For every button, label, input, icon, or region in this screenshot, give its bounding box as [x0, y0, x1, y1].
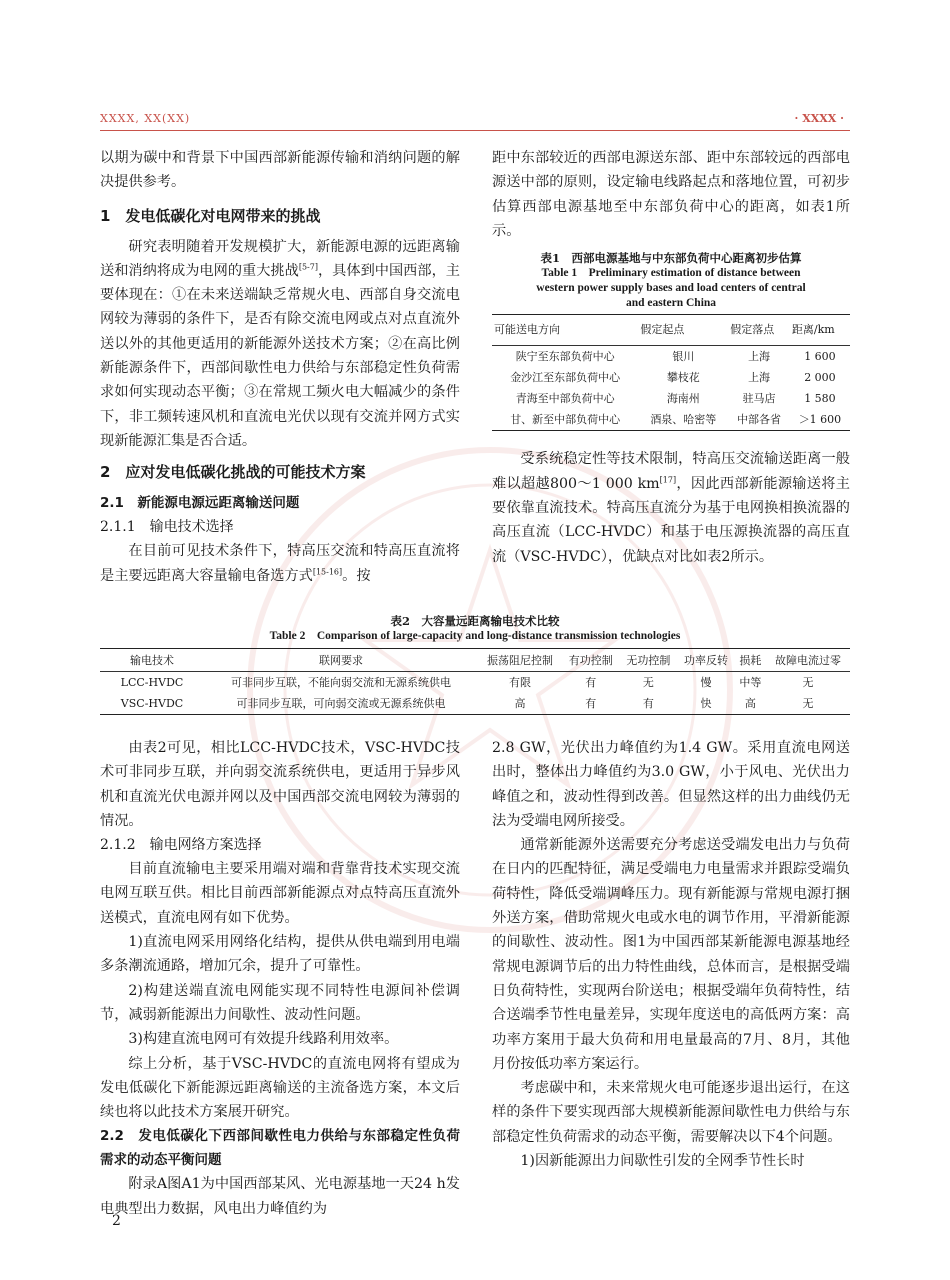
table-cell: 高	[514, 697, 526, 710]
section-2-1-title: 2.1 新能源电源远距离输送问题	[100, 495, 300, 512]
left-column-top	[100, 146, 460, 588]
table-cell: 金沙江至东部负荷中心	[510, 371, 621, 385]
section-1-title: 1 发电低碳化对电网带来的挑战	[100, 206, 321, 225]
paragraph: 2.8 GW，光伏出力峰值约为1.4 GW。采用直流电网送出时，整体出力峰值约为3.0 GW，小于风电、光伏出力峰值之和，波动性得到改善。但显然这样的出力曲线仍无法为受端电网所接受。	[492, 740, 850, 829]
list-item: 1)因新能源出力间歇性引发的全网季节性长时	[520, 1153, 805, 1170]
table-1-grid	[492, 314, 850, 431]
running-head: · XXXX ·	[794, 112, 844, 125]
section-2-1-2-title: 2.1.2 输电网络方案选择	[100, 837, 262, 854]
table-cell: 无	[802, 676, 814, 689]
paragraph: 综上分析，基于VSC-HVDC的直流电网将有望成为发电低碳化下新能源远距离输送的主流备选方案，本文后续也将以此技术方案展开研究。	[100, 1055, 460, 1121]
table-header-cell: 假定落点	[728, 315, 790, 346]
paragraph: 以期为碳中和背景下中国西部新能源传输和消纳问题的解决提供参考。	[100, 150, 460, 191]
header-rule	[100, 130, 850, 131]
table-2	[100, 614, 850, 715]
citation[interactable]: [15-16]	[312, 566, 343, 576]
table-cell: 2 000	[804, 371, 836, 385]
table-cell: 上海	[748, 350, 771, 364]
table-2-caption-en: Table 2 Comparison of large-capacity and long-distance transmission technologies	[269, 630, 681, 642]
table-row	[100, 672, 850, 694]
paragraph: 研究表明随着开发规模扩大，新能源电源的远距离输送和消纳将成为电网的重大挑战[5-7]，具体到中国西部，主要体现在：①在未来送端缺乏常规火电、西部自身交流电网较为薄弱的条件下，是否有除交流电网或点对点直流外送以外的其他更适用的新能源外送技术方案；②在高比例新能源条件下，西部间歇性电力供给与东部稳定性负荷需求如何实现动态平衡；③在常规工频火电大幅减少的条件下，非工频转速风机和直流电光伏以现有交流并网方式实现新能源汇集是否合适。	[100, 238, 460, 449]
table-row	[492, 367, 850, 388]
table-cell: 高	[744, 697, 756, 710]
paragraph: 由表2可见，相比LCC-HVDC技术，VSC-HVDC技术可非同步互联，并向弱交流系统供电，更适用于异步风机和直流光伏电源并网以及中国西部交流电网较为薄弱的情况。	[100, 740, 460, 829]
table-header-cell: 有功控制	[562, 649, 620, 672]
table-cell: 甘、新至中部负荷中心	[510, 413, 621, 427]
table-header-cell: 损耗	[735, 649, 766, 672]
section-2-2-title: 2.2 发电低碳化下西部间歇性电力供给与东部稳定性负荷需求的动态平衡问题	[100, 1128, 460, 1169]
table-header-cell: 无功控制	[620, 649, 678, 672]
table-cell: 快	[700, 697, 712, 710]
table-1-caption-en-line3: and eastern China	[625, 297, 717, 310]
table-header-cell: 可能送电方向	[492, 315, 638, 346]
table-header-cell: 距离/km	[790, 315, 850, 346]
paragraph: 考虑碳中和，未来常规火电可能逐步退出运行，在这样的条件下要实现西部大规模新能源间歇性电力供给与东部稳定性负荷需求的动态平衡，需要解决以下4个问题。	[492, 1080, 850, 1145]
right-column-top	[492, 146, 850, 569]
table-cell: 上海	[748, 371, 771, 385]
list-item: 3)构建直流电网可有效提升线路利用效率。	[128, 1031, 399, 1048]
journal-info: XXXX, XX(XX)	[100, 112, 191, 125]
citation[interactable]: [5-7]	[298, 262, 318, 272]
table-row	[492, 388, 850, 409]
table-cell: 中等	[739, 676, 762, 689]
table-1-caption-en-line1: Table 1 Preliminary estimation of distance between	[541, 267, 801, 280]
section-2-1-1-title: 2.1.1 输电技术选择	[100, 519, 234, 536]
table-row	[492, 346, 850, 368]
paragraph: 通常新能源外送需要充分考虑送受端发电出力与负荷在日内的匹配特征，满足受端电力电量需求并跟踪受端负荷特性，降低受端调峰压力。现有新能源与常规电源打捆外送方案，借助常规火电或水电的调节作用，平滑新能源的间歇性、波动性。图1为中国西部某新能源电源基地经常规电源调节后的出力特性曲线，总体而言，是根据受端日负荷特性，实现两台阶送电；根据受端年负荷特性，结合送端季节性电量差异，实现年度送电的高低两方案：高功率方案用于最大负荷和用电量最高的7月、8月，其他月份按低功率方案运行。	[492, 837, 850, 1072]
paragraph: 距中东部较近的西部电源送东部、距中东部较远的西部电源送中部的原则，设定输电线路起点和落地位置，可初步估算西部电源基地至中东部负荷中心的距离，如表1所示。	[492, 150, 850, 239]
table-header-cell: 输电技术	[100, 649, 204, 672]
table-row	[492, 409, 850, 431]
table-cell: 1 580	[804, 392, 836, 406]
table-cell: 中部各省	[737, 413, 782, 427]
table-cell: 慢	[700, 676, 712, 689]
table-cell: 海南州	[666, 392, 700, 406]
left-column-bottom	[100, 736, 460, 1221]
table-1	[492, 251, 850, 431]
citation[interactable]: [17]	[659, 475, 677, 485]
table-cell: 无	[802, 697, 814, 710]
table-cell: 无	[642, 676, 654, 689]
table-1-caption-cn: 表1 西部电源基地与中东部负荷中心距离初步估算	[540, 251, 802, 266]
paragraph: 受系统稳定性等技术限制，特高压交流输送距离一般难以超越800～1 000 km[17]，因此西部新能源输送将主要依靠直流技术。特高压直流分为基于电网换相换流器的高压直流（LCC-HVDC）和基于电压源换流器的高压直流（VSC-HVDC），优缺点对比如表2所示。	[492, 451, 850, 565]
paragraph: 在目前可见技术条件下，特高压交流和特高压直流将是主要远距离大容量输电备选方式[15-16]。按	[100, 543, 460, 584]
table-2-grid	[100, 648, 850, 715]
table-cell: ＞1 600	[798, 413, 842, 427]
table-cell: 1 600	[804, 350, 836, 364]
table-cell: 可非同步互联，不能向弱交流和无源系统供电	[231, 676, 451, 689]
table-cell: 有限	[509, 676, 531, 689]
table-cell: 有	[585, 697, 597, 710]
paragraph: 目前直流输电主要采用端对端和背靠背技术实现交流电网互联互供。相比目前西部新能源点对点特高压直流外送模式，直流电网有如下优势。	[100, 861, 460, 926]
paragraph: 附录A图A1为中国西部某风、光电源基地一天24 h发电典型出力数据，风电出力峰值约为	[100, 1176, 460, 1217]
table-cell: 青海至中部负荷中心	[515, 392, 615, 406]
section-2-title: 2 应对发电低碳化挑战的可能技术方案	[100, 463, 366, 482]
table-header-cell: 假定起点	[638, 315, 728, 346]
table-cell: 可非同步互联，可向弱交流或无源系统供电	[236, 697, 446, 710]
table-cell: VSC-HVDC	[120, 697, 184, 710]
table-cell: 有	[585, 676, 597, 689]
table-2-caption-cn: 表2 大容量远距离输电技术比较	[390, 614, 560, 628]
list-item: 2)构建送端直流电网能实现不同特性电源间补偿调节，减弱新能源出力间歇性、波动性问题。	[100, 982, 460, 1023]
table-header-cell: 功率反转	[677, 649, 735, 672]
table-cell: LCC-HVDC	[120, 676, 184, 689]
page-number: 2	[112, 1213, 121, 1229]
table-header-cell: 联网要求	[204, 649, 478, 672]
table-1-caption-en-line2: western power supply bases and load centers of central	[536, 282, 806, 295]
table-header-cell: 故障电流过零	[766, 649, 850, 672]
table-cell: 陕宁至东部负荷中心	[515, 350, 615, 364]
table-cell: 有	[642, 697, 654, 710]
table-row	[100, 693, 850, 715]
table-cell: 银川	[672, 350, 695, 364]
list-item: 1)直流电网采用网络化结构，提供从供电端到用电端多条潮流通路，增加冗余，提升了可靠性。	[100, 934, 460, 975]
table-cell: 驻马店	[742, 392, 776, 406]
right-column-bottom	[492, 736, 850, 1173]
table-cell: 酒泉、哈密等	[650, 413, 717, 427]
table-header-cell: 振荡阻尼控制	[478, 649, 562, 672]
table-cell: 攀枝花	[666, 371, 700, 385]
